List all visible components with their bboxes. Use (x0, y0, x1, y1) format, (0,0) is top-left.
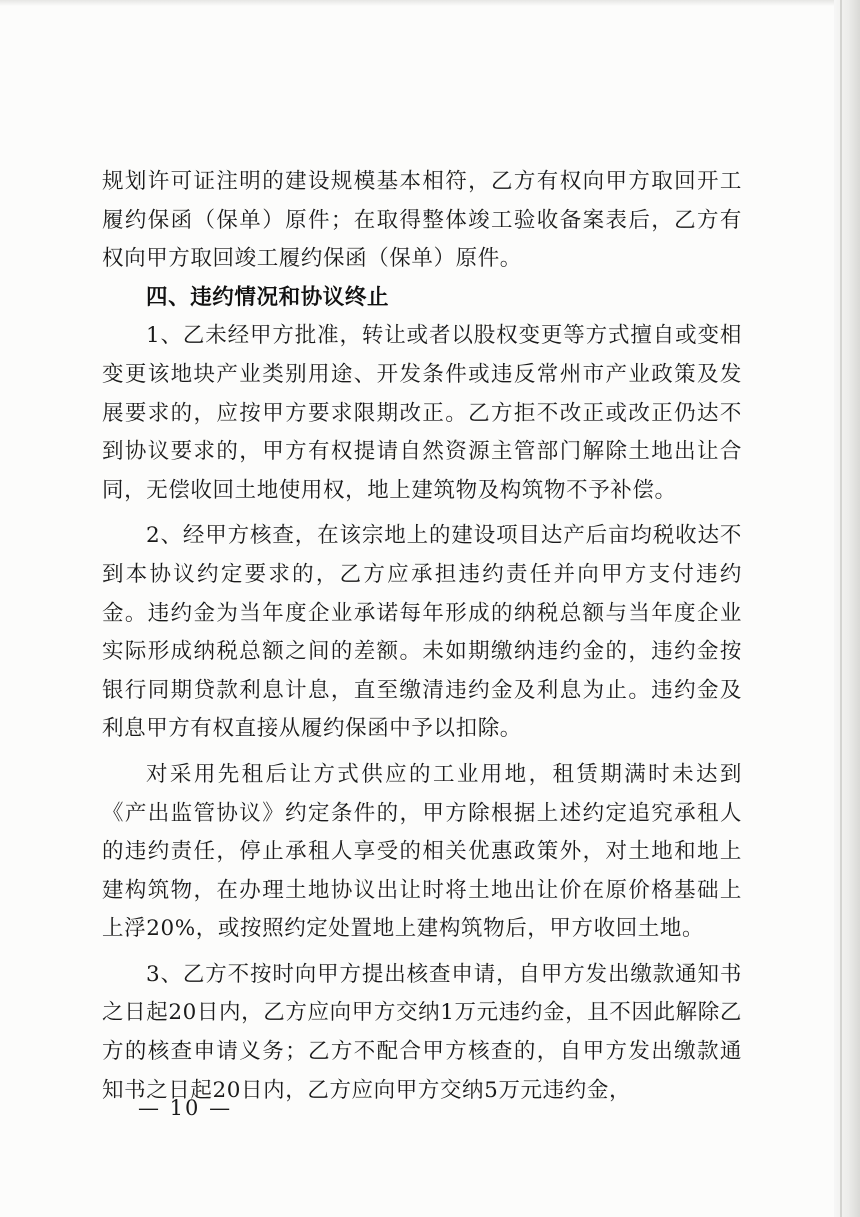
paragraph-clause-2: 2、经甲方核查，在该宗地上的建设项目达产后亩均税收达不到本协议约定要求的，乙方应承担违约责任并向甲方支付违约金。违约金为当年度企业承诺每年形成的纳税总额与当年度企业实际形成纳税总额之间的差额。未如期缴纳违约金的，违约金按银行同期贷款利息计息，直至缴清违约金及利息为止。违约金及利息甲方有权直接从履约保函中予以扣除。 (102, 523, 742, 742)
paragraph-lease-land: 对采用先租后让方式供应的工业用地，租赁期满时未达到《产出监管协议》约定条件的，甲方除根据上述约定追究承租人的违约责任，停止承租人享受的相关优惠政策外，对土地和地上建构筑物，在办理土地协议出让时将土地出让价在原价格基础上上浮20%，或按照约定处置地上建构筑物后，甲方收回土地。 (102, 761, 742, 942)
document-body (102, 163, 742, 1110)
scan-right-shadow (834, 0, 860, 1217)
paragraph-continuation: 规划许可证注明的建设规模基本相符，乙方有权向甲方取回开工履约保函（保单）原件；在取得整体竣工验收备案表后，乙方有权向甲方取回竣工履约保函（保单）原件。 (102, 169, 742, 272)
section-heading: 四、违约情况和协议终止 (146, 284, 390, 310)
paragraph-clause-3: 3、乙方不按时向甲方提出核查申请，自甲方发出缴款通知书之日起20日内，乙方应向甲方交纳1万元违约金，且不因此解除乙方的核查申请义务；乙方不配合甲方核查的，自甲方发出缴款通知书之日起20日内，乙方应向甲方交纳5万元违约金， (102, 961, 742, 1103)
page-number: — 10 — (138, 1096, 233, 1120)
scan-right-edge-line (840, 0, 842, 1217)
scan-top-shadow (0, 0, 860, 6)
paragraph-clause-1: 1、乙未经甲方批准，转让或者以股权变更等方式擅自或变相变更该地块产业类别用途、开发条件或违反常州市产业政策及发展要求的，应按甲方要求限期改正。乙方拒不改正或改正仍达不到协议要求的，甲方有权提请自然资源主管部门解除土地出让合同，无偿收回土地使用权，地上建筑物及构筑物不予补偿。 (102, 323, 742, 503)
